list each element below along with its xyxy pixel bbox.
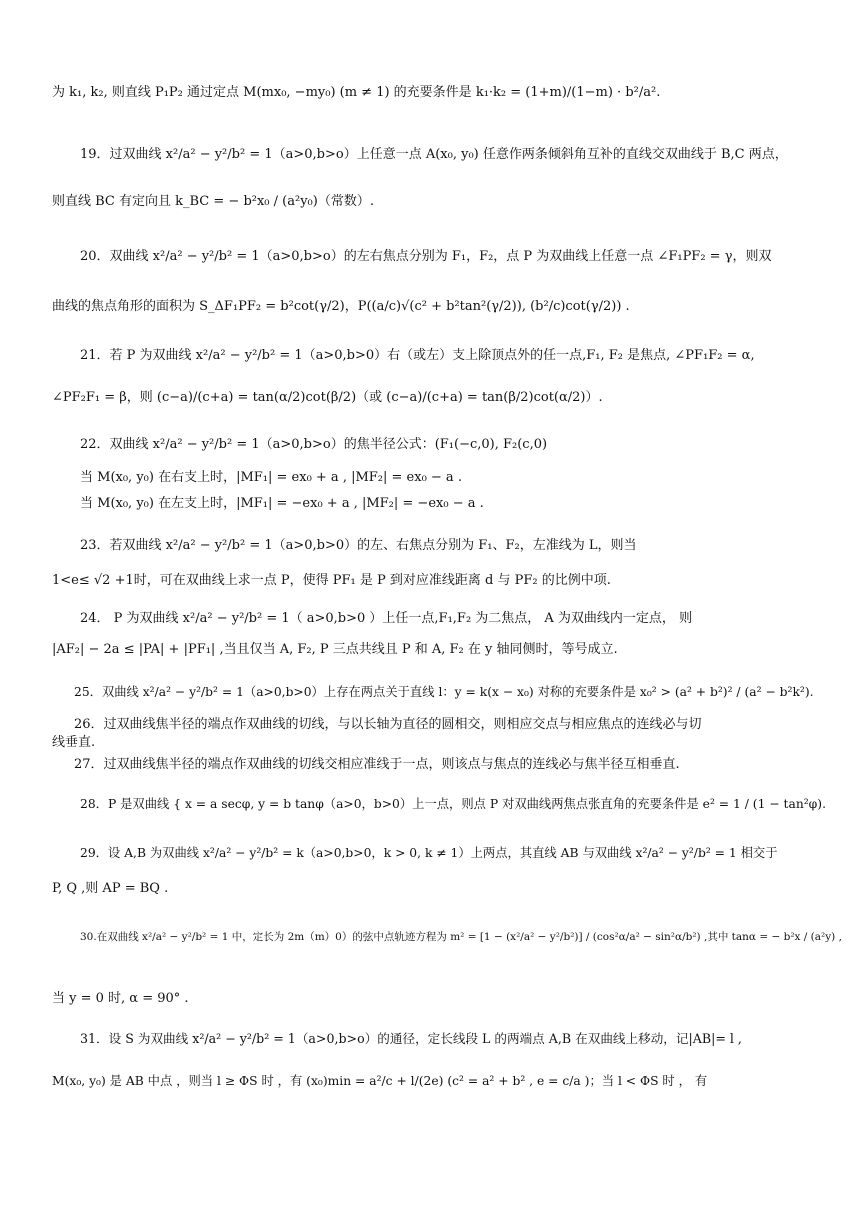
text-line: 30.在双曲线 x²/a² − y²/b² = 1 中，定长为 2m（m）0）的弦中点轨迹方程为 m² = [1 − (x²/a² − y²/b²)] / (cos²α/a² − sin²α/b²) ,其中 tanα = − b²x / (a²y) , — [80, 931, 842, 943]
text-line: 为 k₁, k₂, 则直线 P₁P₂ 通过定点 M(mx₀, −my₀) (m ≠ 1) 的充要条件是 k₁·k₂ = (1+m)/(1−m) · b²/a². — [52, 85, 661, 100]
text-line: 24． P 为双曲线 x²/a² − y²/b² = 1（ a>0,b>0 ）上任一点,F₁,F₂ 为二焦点， A 为双曲线内一定点， 则 — [80, 611, 693, 626]
text-line: 28．P 是双曲线 { x = a secφ, y = b tanφ（a>0，b>0）上一点，则点 P 对双曲线两焦点张直角的充要条件是 e² = 1 / (1 − tan²φ). — [80, 797, 826, 811]
text-line: P, Q ,则 AP = BQ . — [52, 881, 169, 896]
text-line: 21．若 P 为双曲线 x²/a² − y²/b² = 1（a>0,b>0）右（或左）支上除顶点外的任一点,F₁, F₂ 是焦点, ∠PF₁F₂ = α, — [80, 348, 755, 363]
text-line: 31．设 S 为双曲线 x²/a² − y²/b² = 1（a>0,b>o）的通径，定长线段 L 的两端点 A,B 在双曲线上移动，记|AB|= l , — [80, 1031, 742, 1046]
text-line: 当 M(x₀, y₀) 在右支上时，|MF₁| = ex₀ + a , |MF₂| = ex₀ − a . — [80, 470, 462, 485]
text-line: 26．过双曲线焦半径的端点作双曲线的切线，与以长轴为直径的圆相交，则相应交点与相应焦点的连线必与切 — [74, 717, 702, 732]
text-line: 曲线的焦点角形的面积为 S_ΔF₁PF₂ = b²cot(γ/2)，P((a/c)√(c² + b²tan²(γ/2)), (b²/c)cot(γ/2)) . — [52, 299, 630, 314]
text-line: 线垂直. — [52, 735, 96, 750]
text-line: ∠PF₂F₁ = β，则 (c−a)/(c+a) = tan(α/2)cot(β/2)（或 (c−a)/(c+a) = tan(β/2)cot(α/2)）. — [52, 390, 603, 405]
text-line: 则直线 BC 有定向且 k_BC = − b²x₀ / (a²y₀)（常数）. — [52, 194, 374, 209]
text-line: 29．设 A,B 为双曲线 x²/a² − y²/b² = k（a>0,b>0，k > 0, k ≠ 1）上两点，其直线 AB 与双曲线 x²/a² − y²/b² = 1 相交于 — [80, 846, 778, 860]
text-line: 25．双曲线 x²/a² − y²/b² = 1（a>0,b>0）上存在两点关于直线 l：y = k(x − x₀) 对称的充要条件是 x₀² > (a² + b²)² / (a² − b²k²). — [74, 685, 814, 699]
text-line: |AF₂| − 2a ≤ |PA| + |PF₁| ,当且仅当 A, F₂, P 三点共线且 P 和 A, F₂ 在 y 轴同侧时，等号成立. — [52, 642, 618, 657]
text-line: 1<e≤ √2 +1时，可在双曲线上求一点 P，使得 PF₁ 是 P 到对应准线距离 d 与 PF₂ 的比例中项. — [52, 573, 611, 588]
text-line: M(x₀, y₀) 是 AB 中点 ，则当 l ≥ ΦS 时 ，有 (x₀)min = a²/c + l/(2e) (c² = a² + b² , e = c/a )；当 l < ΦS 时 ， 有 — [52, 1074, 708, 1088]
text-line: 23．若双曲线 x²/a² − y²/b² = 1（a>0,b>0）的左、右焦点分别为 F₁、F₂，左准线为 L，则当 — [80, 538, 637, 553]
text-line: 22．双曲线 x²/a² − y²/b² = 1（a>0,b>o）的焦半径公式：(F₁(−c,0), F₂(c,0) — [80, 437, 548, 452]
text-line: 20．双曲线 x²/a² − y²/b² = 1（a>0,b>o）的左右焦点分别为 F₁，F₂，点 P 为双曲线上任意一点 ∠F₁PF₂ = γ，则双 — [80, 249, 772, 264]
text-line: 当 M(x₀, y₀) 在左支上时，|MF₁| = −ex₀ + a , |MF₂| = −ex₀ − a . — [80, 496, 484, 511]
text-line: 27．过双曲线焦半径的端点作双曲线的切线交相应准线于一点，则该点与焦点的连线必与焦半径互相垂直. — [74, 757, 680, 772]
text-line: 当 y = 0 时, α = 90° . — [52, 991, 189, 1006]
text-line: 19．过双曲线 x²/a² − y²/b² = 1（a>0,b>o）上任意一点 A(x₀, y₀) 任意作两条倾斜角互补的直线交双曲线于 B,C 两点， — [80, 147, 788, 162]
